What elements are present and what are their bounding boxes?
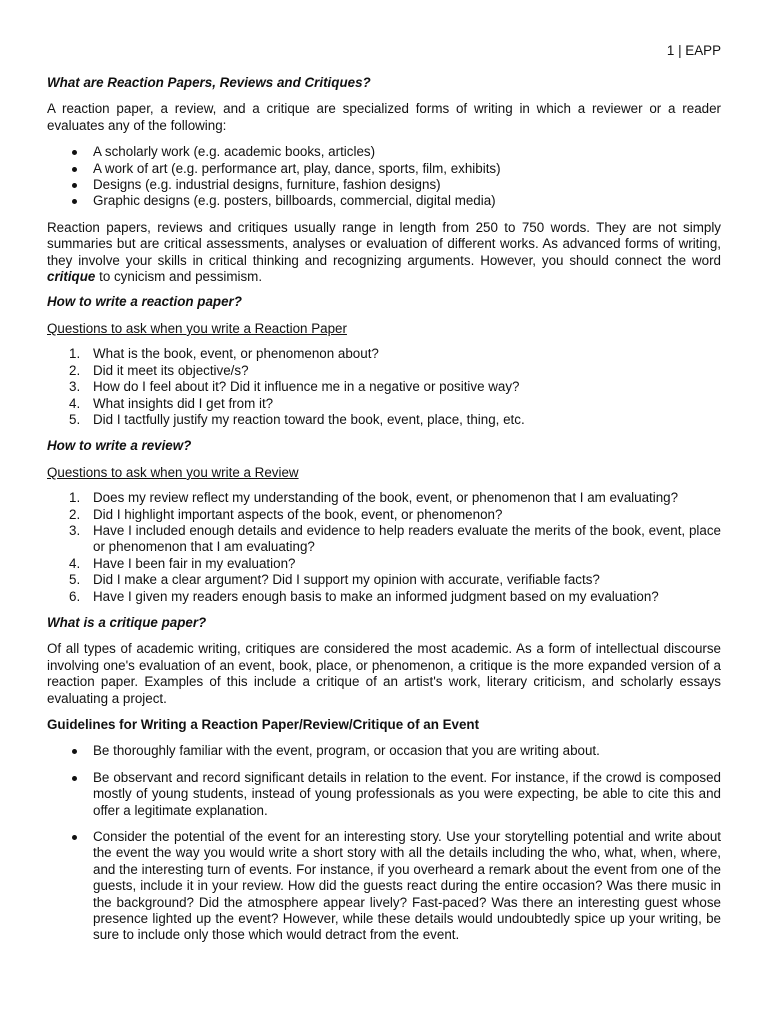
list-item: 1. What is the book, event, or phenomenon about? <box>69 346 379 362</box>
section-heading-critique: What is a critique paper? <box>47 614 207 630</box>
section-heading-reaction-paper: How to write a reaction paper? <box>47 294 242 310</box>
list-item: 4. Have I been fair in my evaluation? <box>69 555 296 571</box>
list-item: Graphic designs (e.g. posters, billboards, commercial, digital media) <box>47 193 721 209</box>
list-item: 5. Did I make a clear argument? Did I support my opinion with accurate, verifiable facts? <box>69 572 600 588</box>
reaction-questions-list <box>47 346 721 428</box>
document-body <box>47 40 721 944</box>
list-item: A work of art (e.g. performance art, play, dance, sports, film, exhibits) <box>47 161 721 177</box>
evaluation-list <box>47 144 721 210</box>
length-paragraph <box>47 220 721 286</box>
guidelines-list <box>47 743 721 943</box>
intro-paragraph: A reaction paper, a review, and a critique are specialized forms of writing in which a reviewer or a reader evaluates any of the following: <box>47 101 721 133</box>
list-item: Designs (e.g. industrial designs, furniture, fashion designs) <box>47 177 721 193</box>
critique-emphasis: critique <box>47 269 96 285</box>
list-item: 5. Did I tactfully justify my reaction toward the book, event, place, thing, etc. <box>69 411 525 427</box>
list-item: 4. What insights did I get from it? <box>69 395 274 411</box>
list-item: 6. Have I given my readers enough basis to make an informed judgment based on my evaluation? <box>69 588 659 604</box>
reaction-questions-title: Questions to ask when you write a Reaction Paper <box>47 320 347 336</box>
review-questions-list <box>47 490 721 605</box>
list-item: A scholarly work (e.g. academic books, articles) <box>47 144 721 160</box>
length-paragraph-text: Reaction papers, reviews and critiques usually range in length from 250 to 750 words. They are not simply summaries but are critical assessments, analyses or evaluation of different works. As advanced forms of writing, they involve your skills in critical thinking and recognizing arguments. However, you should connect the word <box>47 219 721 268</box>
list-item: 3. Have I included enough details and evidence to help readers evaluate the merits of the book, event, place or phenomenon that I am evaluating? <box>69 522 721 555</box>
list-item: 2. Did I highlight important aspects of the book, event, or phenomenon? <box>69 506 503 522</box>
section-heading-guidelines: Guidelines for Writing a Reaction Paper/Review/Critique of an Event <box>47 717 480 732</box>
list-item: Be thoroughly familiar with the event, program, or occasion that you are writing about. <box>47 743 721 759</box>
review-questions-title: Questions to ask when you write a Review <box>47 464 299 480</box>
section-heading-what-are: What are Reaction Papers, Reviews and Critiques? <box>47 75 371 90</box>
list-item: 1. Does my review reflect my understanding of the book, event, or phenomenon that I am evaluating? <box>69 490 679 506</box>
list-item: 3. How do I feel about it? Did it influence me in a negative or positive way? <box>69 379 520 395</box>
list-item: Consider the potential of the event for an interesting story. Use your storytelling potential and write about the event the way you would write a short story with all the details including the who, what, when, where, and the interesting turn of events. For instance, if you overheard a remark about the event from one of the guests, include it in your review. How did the guests react during the entire occasion? Was there music in the background? Did the atmosphere appear lively? Fast-paced? Was there an interesting guest whose presence lighted up the event? However, while these details would undoubtedly spice up your writing, be sure to include only those which would detract from the event. <box>47 829 721 944</box>
page-header: 1 | EAPP <box>666 43 721 58</box>
list-item: 2. Did it meet its objective/s? <box>69 362 249 378</box>
critique-paragraph: Of all types of academic writing, critiques are considered the most academic. As a form of intellectual discourse involving one's evaluation of an event, book, place, or phenomenon, a critique is the more expanded version of a reaction paper. Examples of this include a critique of an artist's work, literary criticism, and scholarly essays evaluating a project. <box>47 641 721 706</box>
length-paragraph-end: to cynicism and pessimism. <box>95 269 263 285</box>
list-item: Be observant and record significant details in relation to the event. For instance, if the crowd is composed mostly of young students, instead of young professionals as you were expecting, be able to cite this and offer a legitimate explanation. <box>47 770 721 819</box>
section-heading-review: How to write a review? <box>47 438 192 454</box>
